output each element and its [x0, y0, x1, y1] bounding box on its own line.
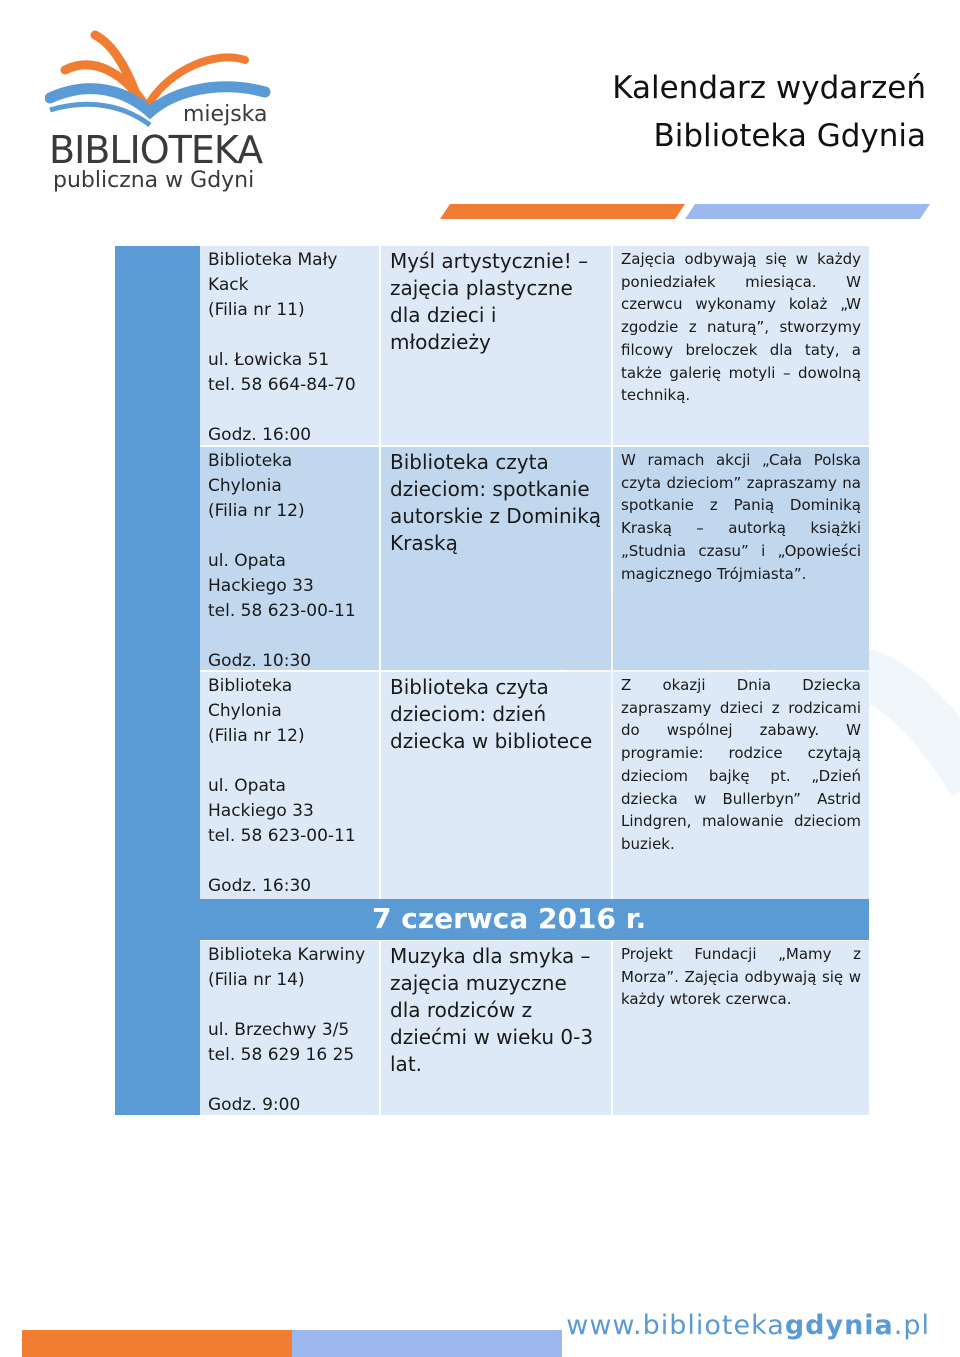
event-title: Myśl artystycznie! – zajęcia plastyczne dla dzieci i młodzieży: [381, 246, 611, 445]
event-row: [200, 941, 869, 1115]
event-row: [200, 447, 869, 670]
footer-url-prefix: www.biblioteka: [566, 1310, 785, 1341]
event-description: Projekt Fundacji „Mamy z Morza”. Zajęcia odbywają się w każdy wtorek czerwca.: [613, 941, 869, 1115]
logo-text-miejska: miejska: [183, 102, 268, 127]
date-header: 7 czerwca 2016 r.: [372, 902, 647, 935]
footer-url-suffix: .pl: [893, 1310, 930, 1341]
events-calendar: [115, 246, 869, 1115]
event-location: Biblioteka Karwiny (Filia nr 14) ul. Brzechwy 3/5 tel. 58 629 16 25 Godz. 9:00: [200, 941, 379, 1115]
footer-website-link[interactable]: [566, 1310, 930, 1341]
event-title: Biblioteka czyta dzieciom: dzień dziecka w bibliotece: [381, 672, 611, 899]
calendar-left-bar: [115, 246, 200, 1115]
footer-url-bold: gdynia: [784, 1310, 894, 1341]
page-subtitle: Biblioteka Gdynia: [653, 118, 926, 154]
page-title: Kalendarz wydarzeń: [612, 70, 926, 106]
header-stripe: [440, 204, 930, 219]
event-location: Biblioteka Mały Kack (Filia nr 11) ul. Łowicka 51 tel. 58 664-84-70 Godz. 16:00: [200, 246, 379, 445]
event-description: Zajęcia odbywają się w każdy poniedziałek miesiąca. W czerwcu wykonamy kolaż „W zgodzie z naturą”, stworzymy filcowy breloczek dla taty, a także galerię motyli – dowolną techniką.: [613, 246, 869, 445]
event-row: [200, 246, 869, 445]
event-description: Z okazji Dnia Dziecka zapraszamy dzieci z rodzicami do wspólnej zabawy. W programie: rodzice czytają dzieciom bajkę pt. „Dzień dziecka w Bullerbyn” Astrid Lindgren, malowanie dzieciom buziek.: [613, 672, 869, 899]
event-location: Biblioteka Chylonia (Filia nr 12) ul. Opata Hackiego 33 tel. 58 623-00-11 Godz. 16:30: [200, 672, 379, 899]
event-title: Biblioteka czyta dzieciom: spotkanie autorskie z Dominiką Kraską: [381, 447, 611, 670]
event-title: Muzyka dla smyka – zajęcia muzyczne dla rodziców z dziećmi w wieku 0-3 lat.: [381, 941, 611, 1115]
event-location: Biblioteka Chylonia (Filia nr 12) ul. Opata Hackiego 33 tel. 58 623-00-11 Godz. 10:30: [200, 447, 379, 670]
event-description: W ramach akcji „Cała Polska czyta dzieciom” zapraszamy na spotkanie z Panią Dominiką Kraską – autorką książki „Studnia czasu” i „Opowieści magicznego Trójmiasta”.: [613, 447, 869, 670]
logo-text-publiczna: publiczna w Gdyni: [53, 168, 255, 193]
footer-stripe: [22, 1330, 562, 1357]
logo-text-biblioteka: BIBLIOTEKA: [49, 128, 263, 172]
event-row: [200, 672, 869, 899]
library-logo[interactable]: [45, 30, 275, 200]
